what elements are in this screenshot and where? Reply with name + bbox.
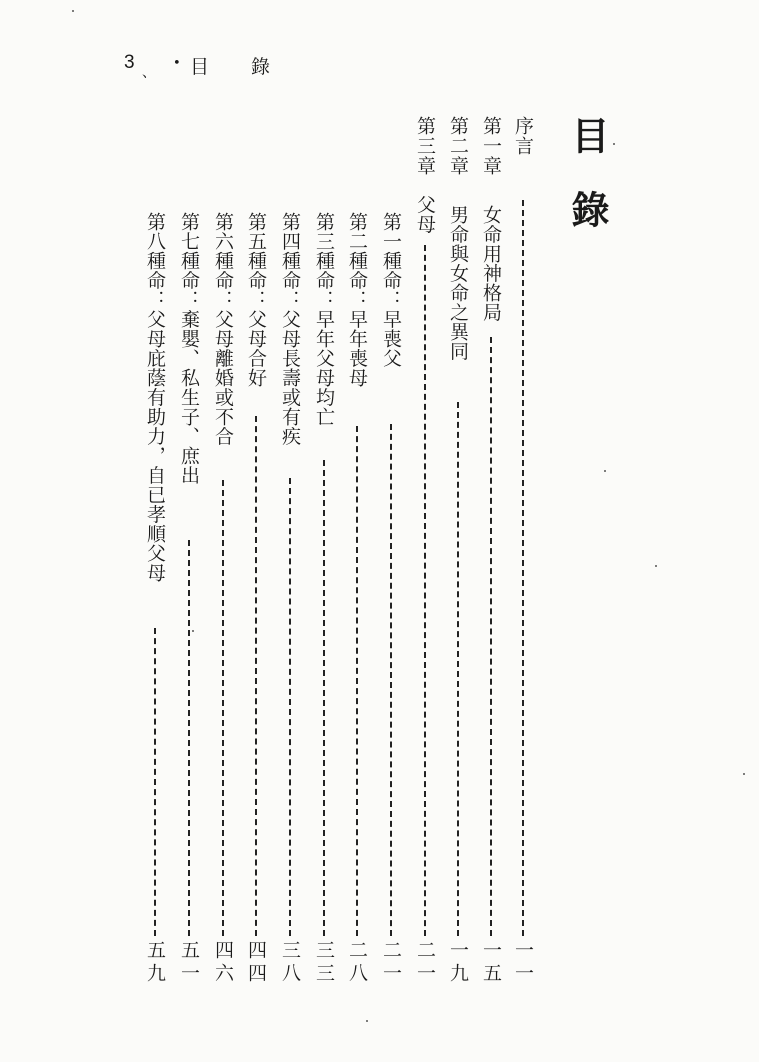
page-ref: 三八 bbox=[279, 940, 301, 986]
dot-leader bbox=[522, 200, 524, 936]
running-header-title: 目錄 bbox=[190, 56, 313, 78]
entry-title: 第五種命：父母合好 bbox=[245, 212, 267, 388]
dot-leader bbox=[154, 628, 156, 936]
page-number: 3 bbox=[124, 52, 135, 73]
page-ref: 二一 bbox=[380, 940, 402, 986]
toc-entry-chapter-2 bbox=[446, 0, 470, 1000]
dot-leader bbox=[490, 337, 492, 936]
dot-leader bbox=[289, 478, 291, 936]
toc-entry-chapter-3 bbox=[413, 0, 437, 1000]
toc-subsection bbox=[278, 0, 302, 1000]
toc-subsection bbox=[244, 0, 268, 1000]
chapter-label: 序言 bbox=[512, 116, 534, 156]
entry-title: 第七種命：棄嬰、私生子、庶出 bbox=[178, 212, 200, 485]
toc-subsection bbox=[312, 0, 336, 1000]
page-ref: 四六 bbox=[212, 940, 234, 986]
page-ref: 一五 bbox=[480, 940, 502, 986]
toc-subsection bbox=[211, 0, 235, 1000]
chapter-label: 第三章 bbox=[414, 116, 436, 176]
dot-leader bbox=[255, 416, 257, 936]
entry-title: 第八種命：父母庇蔭有助力，自已孝順父母 bbox=[144, 212, 166, 583]
dot-leader bbox=[424, 245, 426, 936]
entry-title: 父母 bbox=[414, 195, 436, 234]
chapter-label: 第二章 bbox=[447, 116, 469, 176]
page-ref: 四四 bbox=[245, 940, 267, 986]
page-ref: 五九 bbox=[144, 940, 166, 986]
dot-leader bbox=[390, 424, 392, 936]
scan-speck bbox=[366, 1020, 368, 1022]
header-bullet: • bbox=[173, 56, 181, 71]
scan-speck bbox=[604, 470, 606, 472]
dot-leader bbox=[188, 540, 190, 936]
dot-leader bbox=[457, 402, 459, 936]
entry-title: 男命與女命之異同 bbox=[447, 205, 469, 361]
scan-speck bbox=[613, 143, 615, 145]
scan-speck bbox=[743, 773, 745, 775]
page-ref: 一九 bbox=[447, 940, 469, 986]
header-mark: 、 bbox=[142, 65, 156, 81]
toc-entry-chapter-1 bbox=[479, 0, 503, 1000]
entry-title: 第三種命：早年父母均亡 bbox=[313, 212, 335, 427]
scan-speck bbox=[655, 565, 657, 567]
page-ref: 二八 bbox=[346, 940, 368, 986]
page-ref: 二一 bbox=[414, 940, 436, 986]
toc-subsection bbox=[177, 0, 201, 1000]
toc-subsection bbox=[379, 0, 403, 1000]
page-ref: 五一 bbox=[178, 940, 200, 986]
chapter-label: 第一章 bbox=[480, 116, 502, 176]
toc-title: 目錄 bbox=[565, 116, 610, 264]
page-ref: 一一 bbox=[512, 940, 534, 986]
toc-subsection bbox=[143, 0, 167, 1000]
entry-title: 第四種命：父母長壽或有疾 bbox=[279, 212, 301, 446]
entry-title: 第一種命：早喪父 bbox=[380, 212, 402, 368]
toc-entry-preface bbox=[511, 0, 535, 1000]
entry-title: 第二種命：早年喪母 bbox=[346, 212, 368, 388]
dot-leader bbox=[323, 460, 325, 936]
dot-leader bbox=[222, 480, 224, 936]
entry-title: 第六種命：父母離婚或不合 bbox=[212, 212, 234, 446]
toc-subsection bbox=[345, 0, 369, 1000]
scan-speck bbox=[72, 10, 74, 12]
dot-leader bbox=[356, 426, 358, 936]
entry-title: 女命用神格局 bbox=[480, 205, 502, 322]
scan-speck bbox=[192, 630, 194, 632]
page-ref: 三三 bbox=[313, 940, 335, 986]
